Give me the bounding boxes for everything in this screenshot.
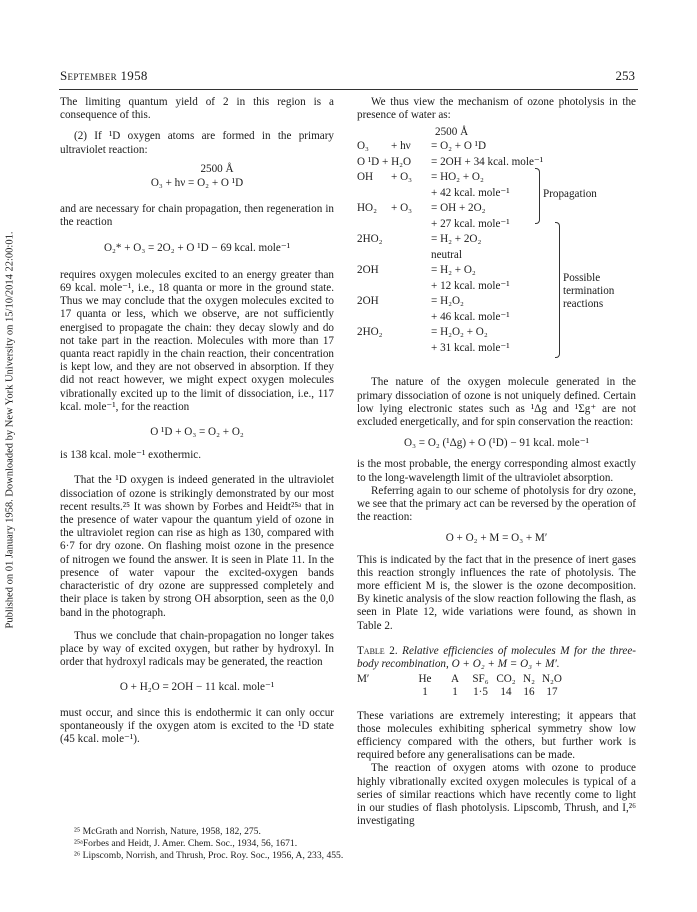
mechanism-reactant: 2HO₂ (357, 326, 383, 339)
paragraph: The limiting quantum yield of 2 in this region is a consequence of this. (60, 96, 334, 122)
mechanism-product: = H₂O₂ (431, 295, 464, 308)
mechanism-product: = 2OH + 34 kcal. mole⁻¹ (431, 155, 544, 168)
footnote: ²⁵ McGrath and Norrish, Nature, 1958, 182, 275. (74, 826, 261, 837)
table-header-cell: He (418, 673, 432, 686)
equation-label: 2500 Å (200, 162, 234, 175)
table-value-cell: 16 (523, 686, 535, 699)
page-number: 253 (615, 68, 635, 83)
equation: O + H₂O = 2OH − 11 kcal. mole⁻¹ (119, 681, 275, 694)
termination-label-3: reactions (563, 298, 604, 311)
right-column (357, 96, 636, 829)
paragraph: These variations are extremely interesting; it appears that those molecules exhibiting spherical symmetry show low efficiency compared with the others, but further work is required before any generalisations can be made. (357, 709, 636, 762)
equation: O₃ = O₂ (¹Δg) + O (¹D) − 91 kcal. mole⁻¹ (404, 437, 589, 450)
paragraph: The reaction of oxygen atoms with ozone to produce highly vibrationally excited oxygen molecules is typical of a series of similar reactions which have recently come to light in our studies of flash photolysis. Lipscomb, Thrush, and I,²⁶ investigating (357, 762, 636, 828)
propagation-label: Propagation (543, 188, 597, 201)
reaction-mechanism (357, 124, 636, 370)
paragraph: must occur, and since this is endothermic it can only occur spontaneously if the oxygen atom is excited to the ¹D state (45 kcal. mole⁻¹). (60, 706, 334, 745)
table-caption (357, 645, 636, 671)
table-header-cell: A (450, 673, 460, 686)
paragraph: Referring again to our scheme of photolysis for dry ozone, we see that the primary act can be reversed by the operation of the reaction: (357, 484, 637, 524)
paragraph: That the ¹D oxygen is indeed generated in the ultraviolet dissociation of ozone is strikingly demonstrated by our most recent results.²⁵ It was shown by Forbes and Heidt²⁵ᵃ that in the presence of water vapour the quantum yield of ozone in the ultraviolet region can rise as high as 130, compared with 6·7 for dry ozone. On flashing moist ozone in the presence of nitrogen we found the answer. It is seen in Plate 11. In the presence of water vapour the excited-oxygen bands characteristic of dry ozone are suppressed completely and their place is taken by strong OH absorption, seen as the 0,0 band in the photograph. (60, 474, 334, 619)
table-header-cell: SF₆ (472, 673, 489, 686)
paragraph: and are necessary for chain propagation, then regeneration in the reaction (60, 203, 334, 229)
table-value-cell: 1 (452, 686, 458, 699)
mechanism-reactant: OH (357, 171, 374, 184)
running-header-date: September 1958 (60, 68, 148, 83)
table-value-cell: 17 (546, 686, 558, 699)
equation: O₂* + O₃ = 2O₂ + O ¹D − 69 kcal. mole⁻¹ (103, 241, 291, 254)
table-value-cell: 14 (500, 686, 512, 699)
mechanism-product: + 42 kcal. mole⁻¹ (431, 186, 510, 199)
mechanism-product: = H₂ + O₂ (431, 264, 476, 277)
mechanism-reactant: 2HO₂ (357, 233, 383, 246)
mechanism-reactant: O₃ (357, 140, 369, 153)
mechanism-product: + 27 kcal. mole⁻¹ (431, 217, 510, 230)
mechanism-product: = H₂O₂ + O₂ (431, 326, 488, 339)
mechanism-coreactant: + O₃ (391, 171, 412, 184)
mechanism-reactant: 2OH (357, 264, 379, 277)
header-rule (59, 89, 638, 90)
paragraph: The nature of the oxygen molecule generated in the primary dissociation of ozone is not uniquely defined. Certain low lying electronic states such as ¹Δg and ¹Σg⁺ are not excluded energetically, and for spin conservation the reaction: (357, 376, 636, 429)
mechanism-label: 2500 Å (435, 126, 469, 139)
mechanism-product: = HO₂ + O₂ (431, 171, 484, 184)
paragraph: (2) If ¹D oxygen atoms are formed in the primary ultraviolet reaction: (60, 130, 334, 156)
table-header-cell: N₂ (523, 673, 535, 686)
mechanism-reactant: O ¹D + H₂O (357, 155, 412, 168)
mechanism-product: = OH + 2O₂ (431, 202, 486, 215)
mechanism-product: neutral (431, 248, 462, 261)
mechanism-product: = H₂ + 2O₂ (431, 233, 482, 246)
table-header-cell: N₂O (542, 673, 562, 686)
termination-label-1: Possible (563, 272, 601, 285)
table-value-cell (357, 686, 407, 699)
table-header-cell: CO₂ (496, 673, 516, 686)
propagation-bracket (535, 168, 540, 224)
equation: O₃ + hν = O₂ + O ¹D (150, 177, 244, 190)
termination-label-2: termination (563, 285, 615, 298)
table-caption-label: Table 2. (357, 644, 398, 657)
mechanism-product: + 12 kcal. mole⁻¹ (431, 279, 510, 292)
mechanism-product: = O₂ + O ¹D (431, 140, 487, 153)
paragraph: Thus we conclude that chain-propagation no longer takes place by way of excited oxygen, but rather by hydroxyl. In order that hydroxyl radicals may be generated, the reaction (60, 629, 334, 669)
paragraph: We thus view the mechanism of ozone photolysis in the presence of water as: (357, 96, 636, 122)
mechanism-coreactant: + hν (391, 140, 411, 153)
table-header-cell: M′ (357, 673, 370, 686)
footnote: ²⁶ Lipscomb, Norrish, and Thrush, Proc. Roy. Soc., 1956, A, 233, 455. (74, 850, 344, 861)
footnotes (74, 826, 634, 862)
left-column (60, 96, 334, 746)
mechanism-reactant: 2OH (357, 295, 379, 308)
table-value-cell: 1·5 (473, 686, 488, 699)
mechanism-product: + 46 kcal. mole⁻¹ (431, 310, 510, 323)
paragraph: is 138 kcal. mole⁻¹ exothermic. (60, 449, 202, 462)
termination-bracket (555, 222, 560, 358)
table-value-cell: 1 (422, 686, 428, 699)
mechanism-coreactant: + O₃ (391, 202, 412, 215)
equation: O + O₂ + M = O₃ + M′ (445, 532, 548, 545)
footnote: ²⁵ᵃForbes and Heidt, J. Amer. Chem. Soc., 1934, 56, 1671. (74, 838, 298, 849)
paragraph: is the most probable, the energy corresponding almost exactly to the long-wavelength limit of the ultraviolet absorption. (357, 458, 636, 484)
equation: O ¹D + O₃ = O₂ + O₂ (150, 426, 244, 439)
table-caption-text: Relative efficiencies of molecules M for the three-body recombination, O + O₂ + M = O₃ + M′. (357, 644, 636, 671)
paragraph: requires oxygen molecules excited to an energy greater than 69 kcal. mole⁻¹, i.e., 18 quanta or more in the ground state. Thus we may conclude that the oxygen molecules excited to 17 quanta or less, which we observe, are not sufficiently energised to propagate the chain: they decay slowly and do not take part in the reaction. Molecules with more than 17 quanta react rapidly in the chain reaction, their concentration is kept low, and they are not observed in absorption. If they did not react however, we might expect oxygen molecules vibrationally excited up to the limit of dissociation, i.e., 117 kcal. mole⁻¹, for the reaction (60, 268, 334, 413)
mechanism-reactant: HO₂ (357, 202, 377, 215)
download-watermark-text: Published on 01 January 1958. Downloaded by New York University on 15/10/2014 22:00:01. (4, 231, 16, 629)
download-watermark (1, 155, 19, 705)
paragraph: This is indicated by the fact that in the presence of inert gases this reaction strongly influences the rate of photolysis. The more efficient M is, the slower is the ozone decomposition. By kinetic analysis of the slow reaction following the flash, as seen in Plate 12, wide variations were found, as shown in Table 2. (357, 553, 636, 632)
efficiency-table (357, 673, 636, 699)
mechanism-product: + 31 kcal. mole⁻¹ (431, 341, 510, 354)
